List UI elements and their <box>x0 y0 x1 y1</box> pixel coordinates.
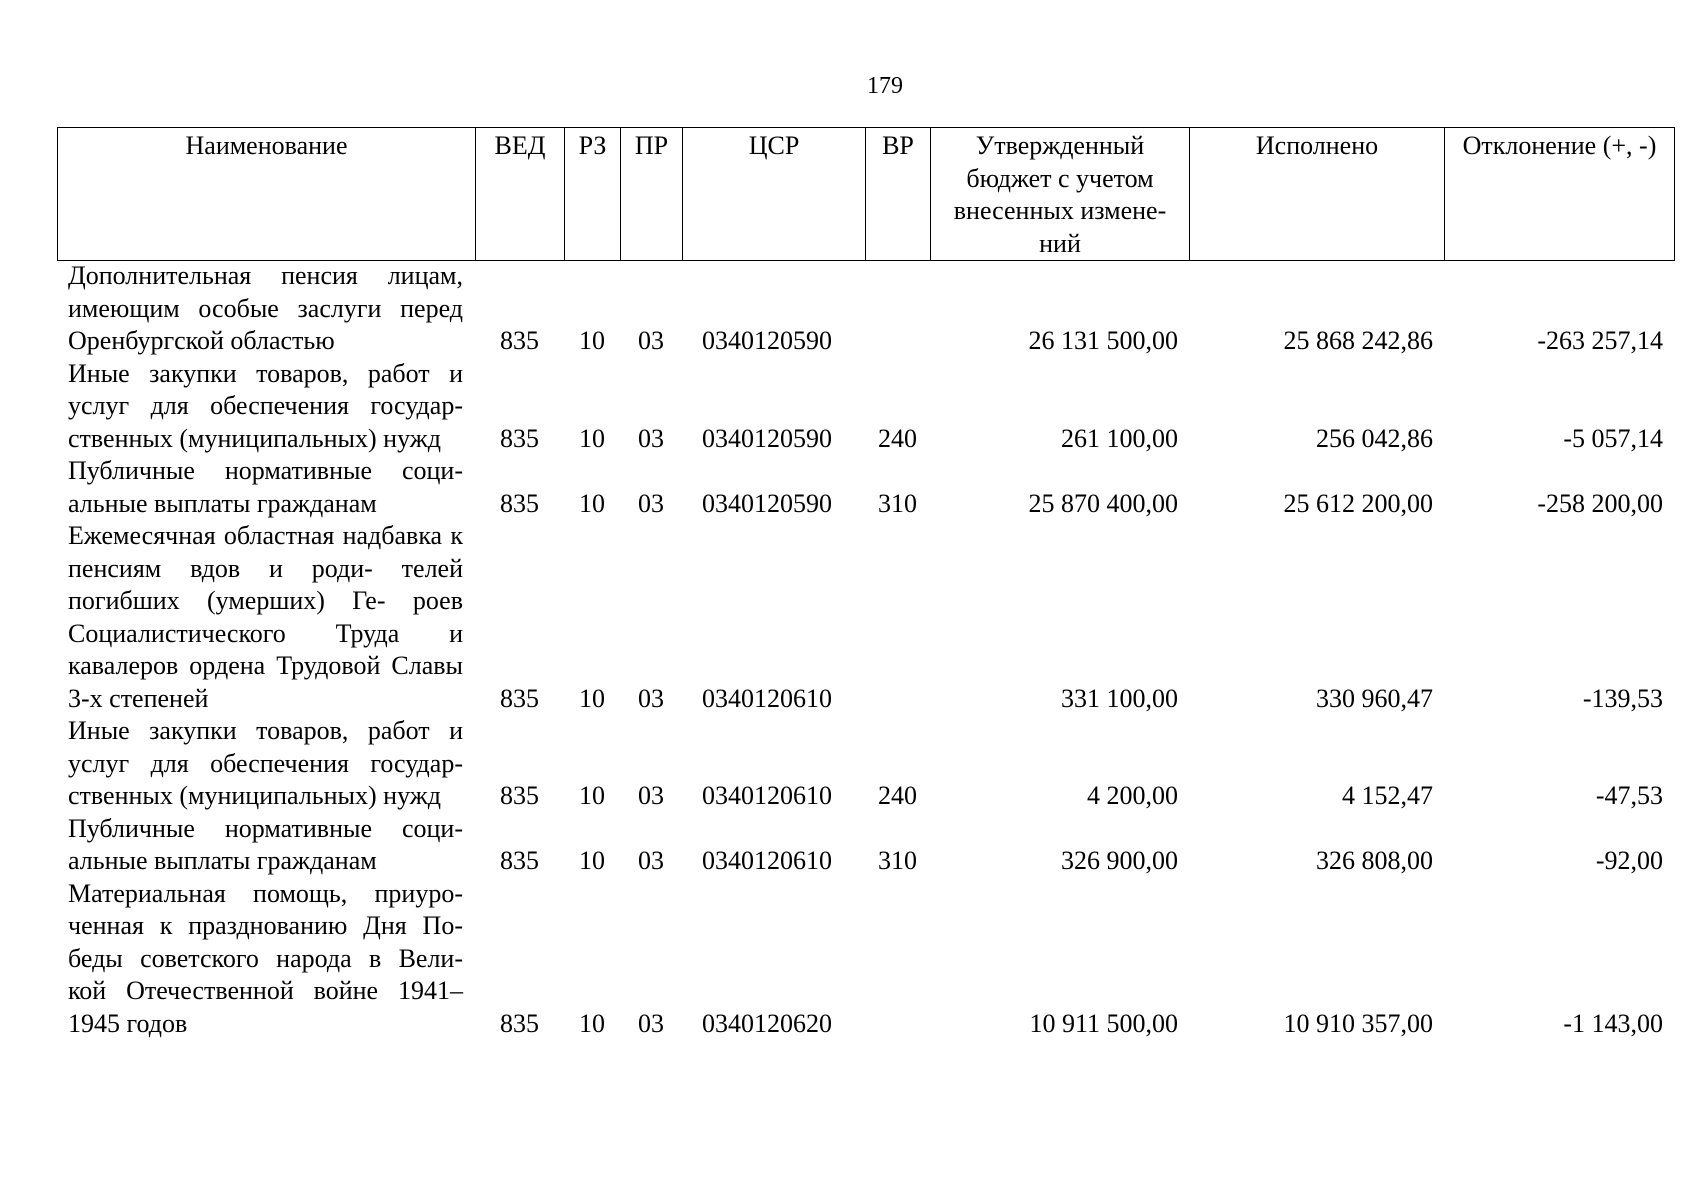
row-rz: 10 <box>579 846 605 875</box>
header-rz: РЗ <box>565 128 621 261</box>
row-vr <box>865 520 930 715</box>
row-csr: 0340120610 <box>702 846 832 875</box>
header-csr: ЦСР <box>683 128 866 261</box>
row-executed: 256 042,86 <box>1316 423 1433 453</box>
table-row <box>57 878 1674 1041</box>
row-vr: 240 <box>878 781 917 810</box>
row-pr: 03 <box>638 683 664 713</box>
row-executed: 25 612 200,00 <box>1283 488 1433 518</box>
row-csr: 0340120610 <box>702 683 832 713</box>
row-approved: 25 870 400,00 <box>1028 488 1178 518</box>
row-rz: 10 <box>579 326 605 355</box>
row-approved: 326 900,00 <box>1061 846 1178 875</box>
row-approved: 26 131 500,00 <box>1028 326 1178 355</box>
table-row <box>57 715 1674 813</box>
row-rz: 10 <box>579 1008 605 1038</box>
row-ved: 835 <box>500 781 539 810</box>
row-pr: 03 <box>638 488 664 518</box>
table-header <box>57 127 1675 261</box>
row-deviation: -92,00 <box>1595 846 1663 875</box>
row-name: Дополнительная пенсия лицам, имеющим особые заслуги перед Оренбургской областью <box>68 261 463 355</box>
row-ved: 835 <box>500 326 539 355</box>
row-rz: 10 <box>579 423 605 453</box>
row-vr: 240 <box>878 423 917 453</box>
table-row <box>57 260 1674 358</box>
header-name: Наименование <box>58 128 476 261</box>
row-executed: 330 960,47 <box>1316 683 1433 713</box>
row-ved: 835 <box>500 683 539 713</box>
table-row <box>57 813 1674 878</box>
table-row <box>57 455 1674 520</box>
row-deviation: -258 200,00 <box>1537 488 1663 518</box>
row-ved: 835 <box>500 1008 539 1038</box>
row-approved: 4 200,00 <box>1087 781 1178 810</box>
row-deviation: -1 143,00 <box>1563 1008 1663 1038</box>
row-pr: 03 <box>638 423 664 453</box>
row-deviation: -263 257,14 <box>1537 326 1663 355</box>
row-executed: 10 910 357,00 <box>1283 1008 1433 1038</box>
row-name: Публичные нормативные соци- альные выплаты гражданам <box>68 813 463 875</box>
row-csr: 0340120590 <box>702 488 832 518</box>
header-approved-budget: Утвержденный бюджет с учетом внесенных измене- ний <box>931 128 1190 261</box>
budget-table-body <box>57 260 1674 1040</box>
row-pr: 03 <box>638 326 664 355</box>
row-csr: 0340120620 <box>702 1008 832 1038</box>
header-pr: ПР <box>621 128 683 261</box>
table-row <box>57 358 1674 456</box>
row-deviation: -47,53 <box>1595 781 1663 810</box>
row-csr: 0340120590 <box>702 423 832 453</box>
page-number: 179 <box>867 73 903 99</box>
header-vr: ВР <box>866 128 931 261</box>
row-name: Материальная помощь, приуро- ченная к празднованию Дня По- беды советского народа в Вели- кой Отечественной войне 1941– 1945 годов <box>68 878 463 1038</box>
row-pr: 03 <box>638 781 664 810</box>
row-approved: 10 911 500,00 <box>1029 1008 1178 1038</box>
row-rz: 10 <box>579 683 605 713</box>
row-vr <box>865 260 930 358</box>
row-ved: 835 <box>500 488 539 518</box>
row-executed: 4 152,47 <box>1342 781 1433 810</box>
row-csr: 0340120610 <box>702 781 832 810</box>
row-vr: 310 <box>878 846 917 875</box>
row-name: Ежемесячная областная надбавка к пенсиям вдов и роди- телей погибших (умерших) Ге- роев Социалистического Труда и кавалеров ордена Трудовой Славы 3-х степеней <box>68 521 463 713</box>
row-pr: 03 <box>638 1008 664 1038</box>
row-approved: 261 100,00 <box>1061 423 1178 453</box>
row-executed: 25 868 242,86 <box>1283 326 1433 355</box>
row-vr: 310 <box>878 488 917 518</box>
row-ved: 835 <box>500 846 539 875</box>
row-name: Иные закупки товаров, работ и услуг для обеспечения государ- ственных (муниципальных) нужд <box>68 716 463 810</box>
row-ved: 835 <box>500 423 539 453</box>
row-csr: 0340120590 <box>702 326 832 355</box>
row-name: Иные закупки товаров, работ и услуг для обеспечения государ- ственных (муниципальных) нужд <box>68 358 463 453</box>
table-row <box>57 520 1674 715</box>
header-executed: Исполнено <box>1190 128 1445 261</box>
row-approved: 331 100,00 <box>1061 683 1178 713</box>
header-deviation: Отклонение (+, -) <box>1445 128 1675 261</box>
header-ved: ВЕД <box>476 128 565 261</box>
row-executed: 326 808,00 <box>1316 846 1433 875</box>
row-deviation: -5 057,14 <box>1563 423 1663 453</box>
row-name: Публичные нормативные соци- альные выплаты гражданам <box>68 456 463 518</box>
row-pr: 03 <box>638 846 664 875</box>
row-rz: 10 <box>579 488 605 518</box>
row-vr <box>865 878 930 1041</box>
row-rz: 10 <box>579 781 605 810</box>
row-deviation: -139,53 <box>1582 683 1663 713</box>
